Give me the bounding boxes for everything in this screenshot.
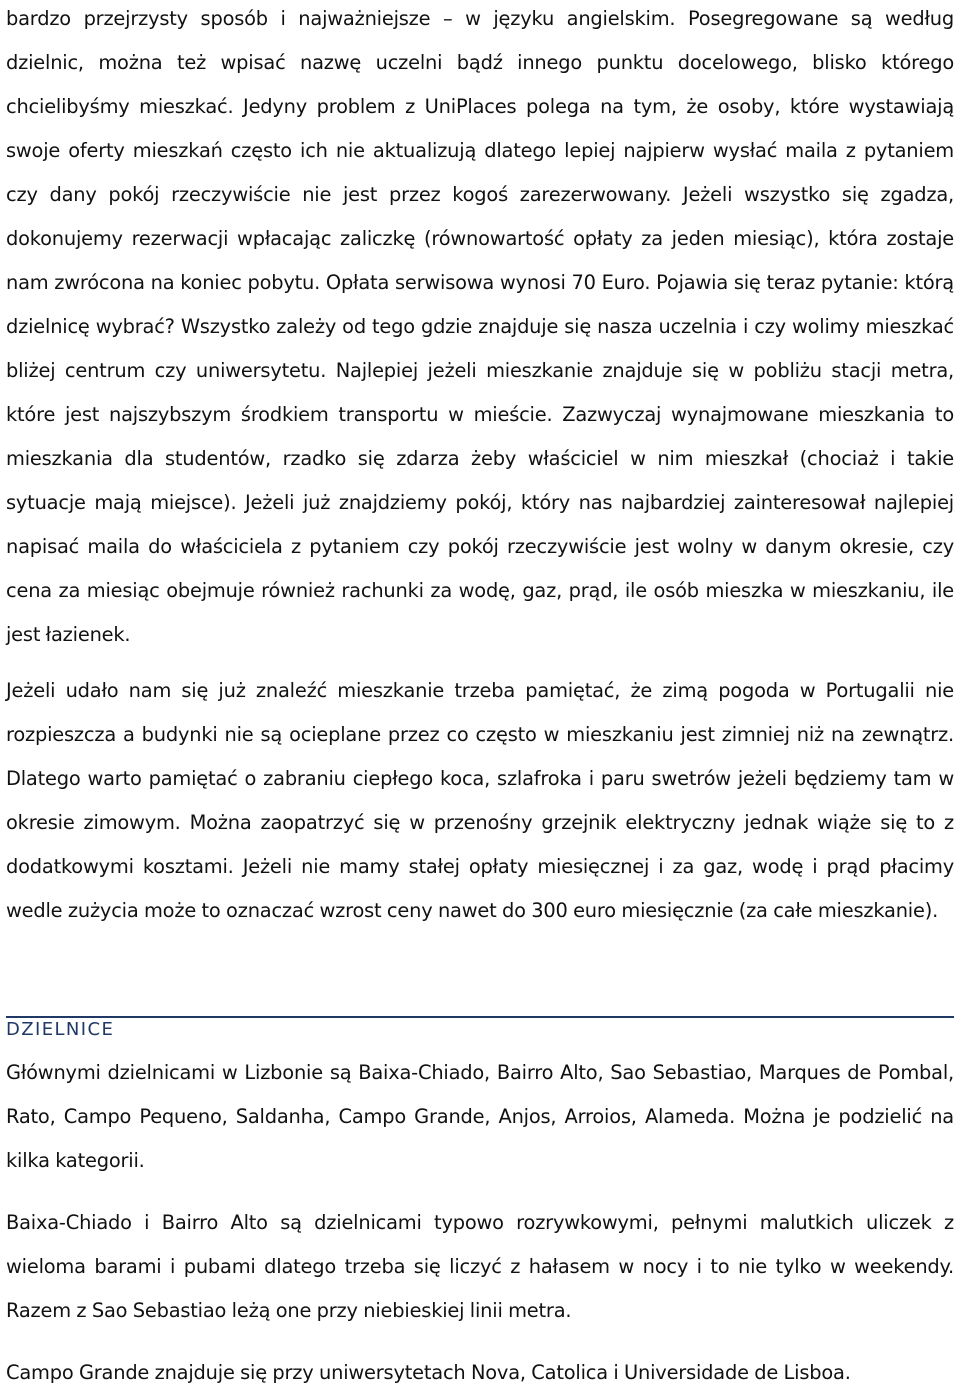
section-heading: [6, 1016, 954, 1044]
body-paragraph: Campo Grande znajduje się przy uniwersytetach Nova, Catolica i Universidade de Lisboa.: [6, 1361, 851, 1384]
section-heading-text: DZIELNICE: [6, 1019, 115, 1040]
body-paragraph: Baixa-Chiado i Bairro Alto są dzielnicami typowo rozrywkowymi, pełnymi malutkich uliczek z wieloma barami i pubami dlatego trzeba się liczyć z hałasem w nocy i to nie tylko w weekendy. Razem z Sao Sebastiao leżą one przy niebieskiej linii metra.: [6, 1211, 954, 1322]
body-paragraph: bardzo przejrzysty sposób i najważniejsze – w języku angielskim. Posegregowane są według dzielnic, można też wpisać nazwę uczelni bądź innego punktu docelowego, blisko którego chcielibyśmy mieszkać. Jedyny problem z UniPlaces polega na tym, że osoby, które wystawiają swoje oferty mieszkań często ich nie aktualizują dlatego lepiej najpierw wysłać maila z pytaniem czy dany pokój rzeczywiście nie jest przez kogoś zarezerwowany. Jeżeli wszystko się zgadza, dokonujemy rezerwacji wpłacając zaliczkę (równowartość opłaty za jeden miesiąc), która zostaje nam zwrócona na koniec pobytu. Opłata serwisowa wynosi 70 Euro. Pojawia się teraz pytanie: którą dzielnicę wybrać? Wszystko zależy od tego gdzie znajduje się nasza uczelnia i czy wolimy mieszkać bliżej centrum czy uniwersytetu. Najlepiej jeżeli mieszkanie znajduje się w pobliżu stacji metra, które jest najszybszym środkiem transportu w mieście. Zazwyczaj wynajmowane mieszkania to mieszkania dla studentów, rzadko się zdarza żeby właściciel w nim mieszkał (chociaż i takie sytuacje mają miejsce). Jeżeli już znajdziemy pokój, który nas najbardziej zainteresował najlepiej napisać maila do właściciela z pytaniem czy pokój rzeczywiście jest wolny w danym okresie, czy cena za miesiąc obejmuje również rachunki za wodę, gaz, prąd, ile osób mieszka w mieszkaniu, ile jest łazienek.: [6, 7, 954, 646]
heading-divider: [6, 1016, 954, 1018]
body-paragraph: Głównymi dzielnicami w Lizbonie są Baixa-Chiado, Bairro Alto, Sao Sebastiao, Marques de Pombal, Rato, Campo Pequeno, Saldanha, Campo Grande, Anjos, Arroios, Alameda. Można je podzielić na kilka kategorii.: [6, 1061, 954, 1172]
body-paragraph: Jeżeli udało nam się już znaleźć mieszkanie trzeba pamiętać, że zimą pogoda w Portugalii nie rozpieszcza a budynki nie są ocieplane przez co często w mieszkaniu jest zimniej niż na zewnątrz. Dlatego warto pamiętać o zabraniu ciepłego koca, szlafroka i paru swetrów jeżeli będziemy tam w okresie zimowym. Można zaopatrzyć się w przenośny grzejnik elektryczny jednak wiąże się to z dodatkowymi kosztami. Jeżeli nie mamy stałej opłaty miesięcznej i za gaz, wodę i prąd płacimy wedle zużycia może to oznaczać wzrost ceny nawet do 300 euro miesięcznie (za całe mieszkanie).: [6, 679, 954, 922]
